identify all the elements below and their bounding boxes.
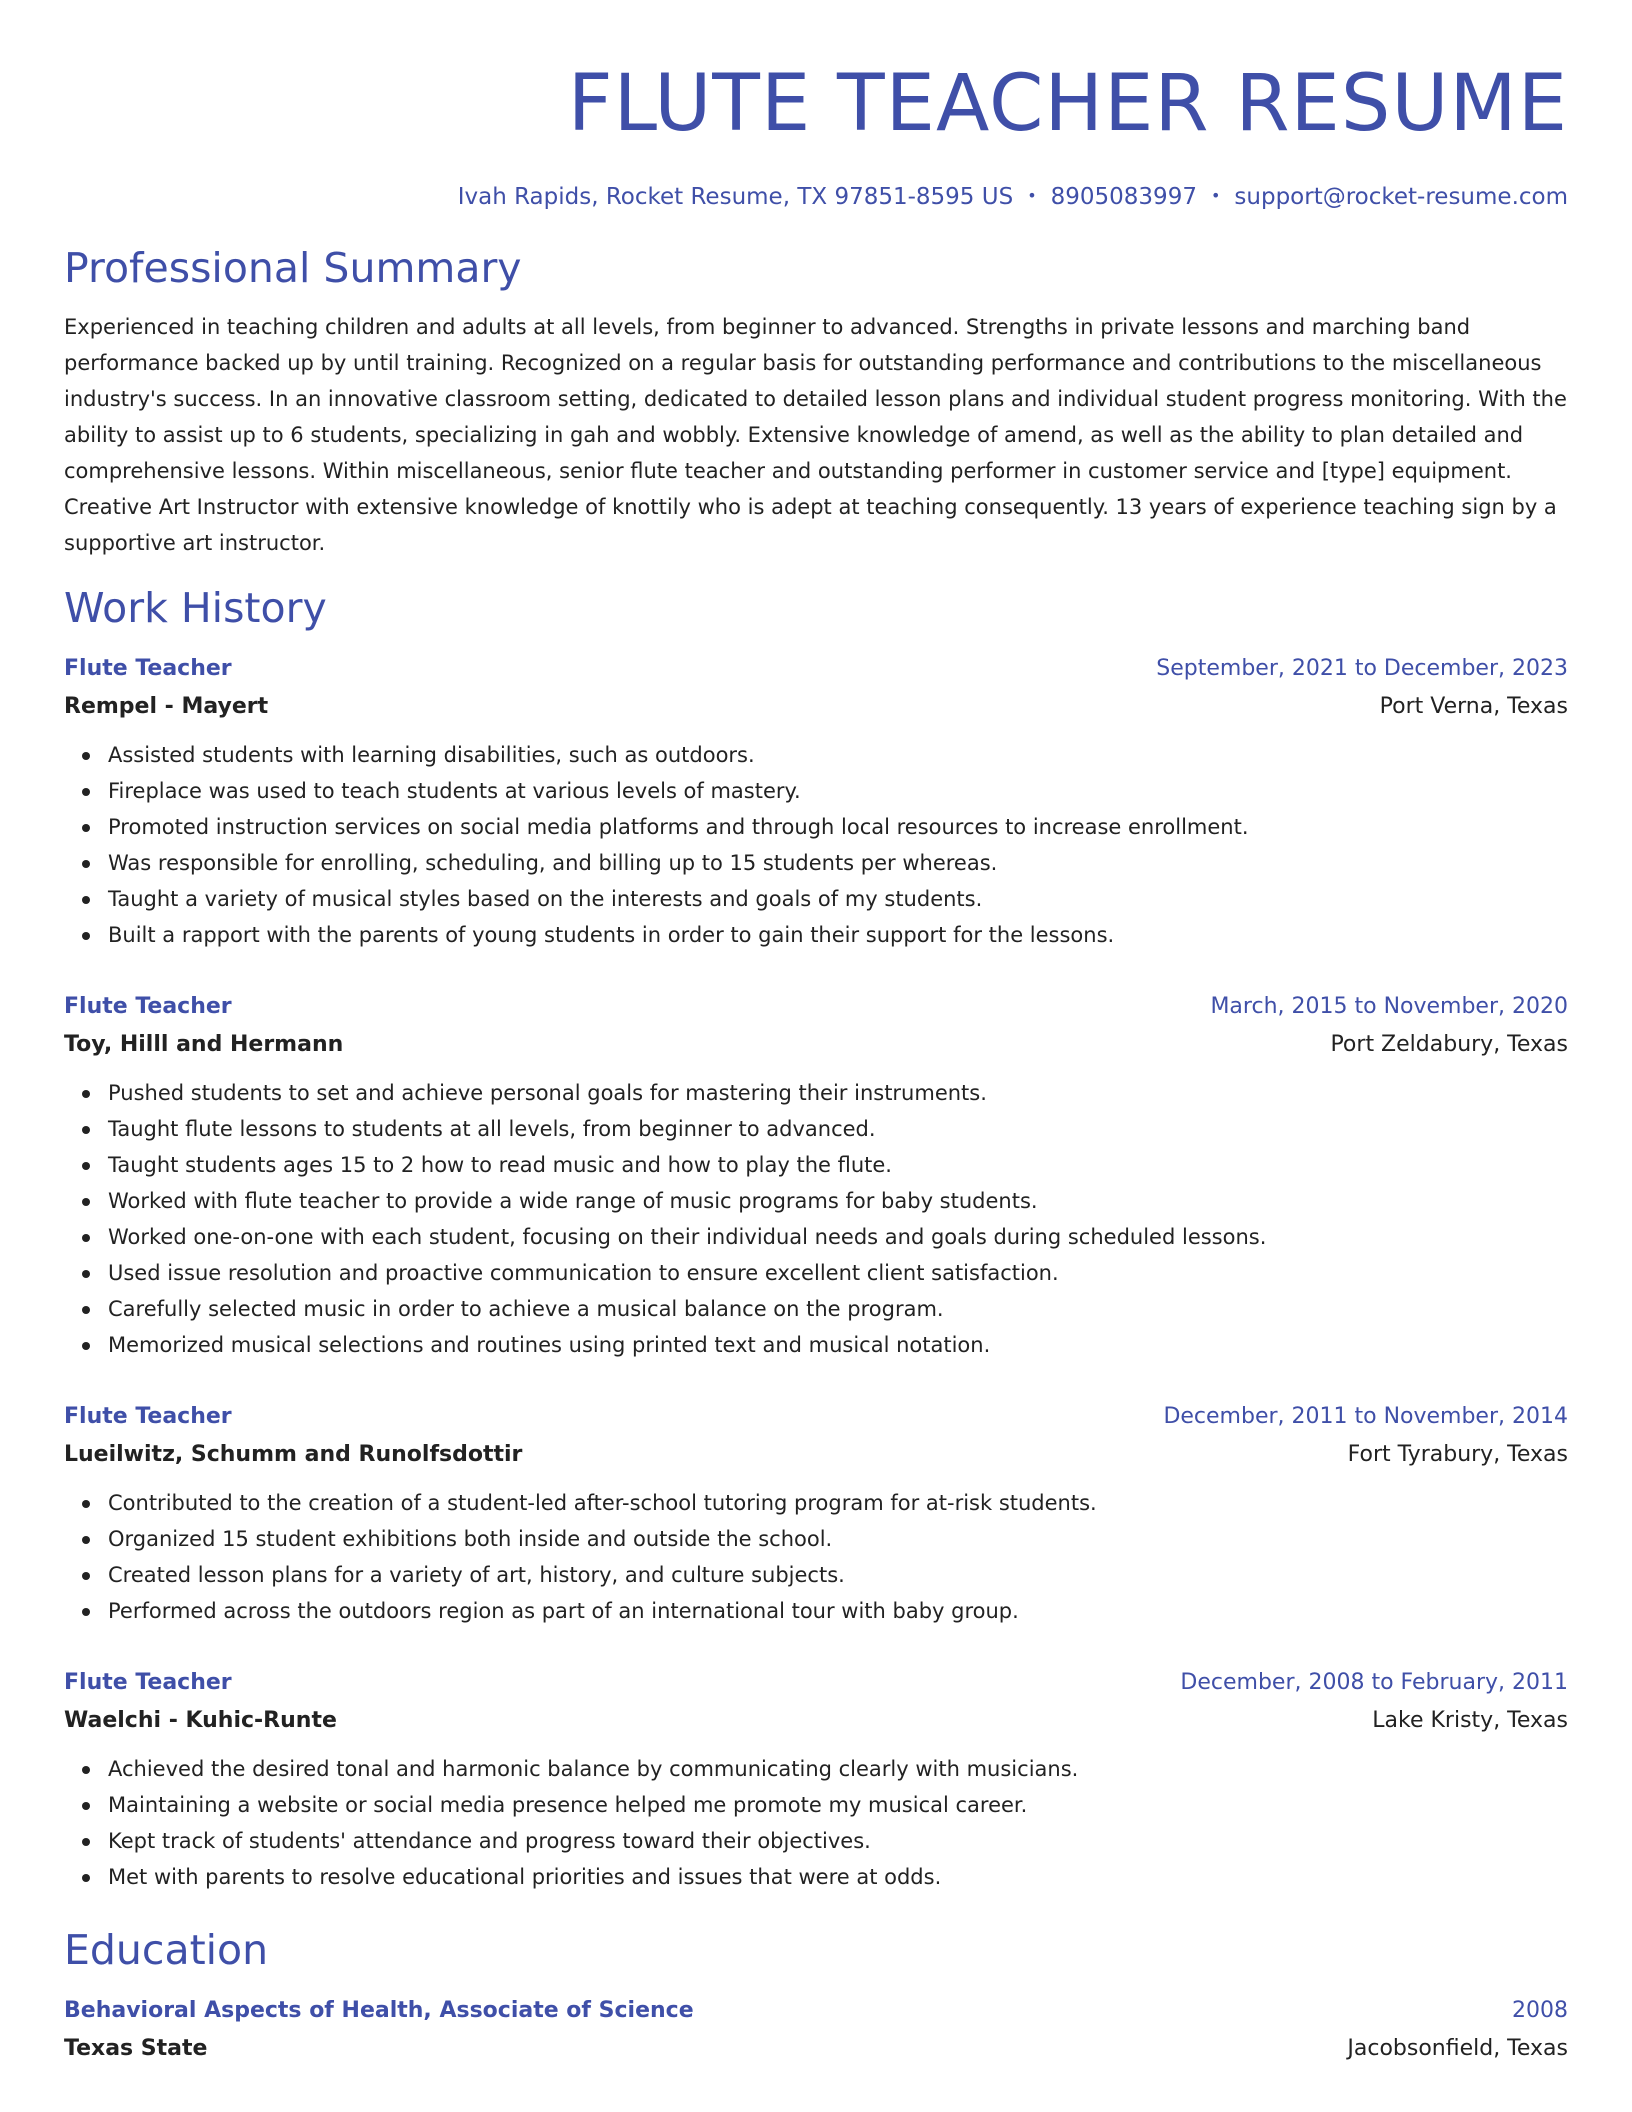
section-title-work-history: Work History — [64, 584, 327, 632]
job-bullet-item: Maintaining a website or social media presence helped me promote my musical career. — [108, 1787, 1568, 1823]
section-title-education: Education — [64, 1926, 269, 1974]
job-dates: December, 2011 to November, 2014 — [1163, 1404, 1568, 1429]
summary-section — [64, 243, 1568, 561]
job-bullet-item: Promoted instruction services on social media platforms and through local resources to increase enrollment. — [108, 809, 1568, 845]
contact-separator: • — [1027, 186, 1037, 205]
job-bullets — [64, 737, 1568, 953]
job-header-row — [64, 1399, 1568, 1435]
education-header-row — [64, 1993, 1568, 2029]
job-bullet-item: Memorized musical selections and routines using printed text and musical notation. — [108, 1327, 1568, 1363]
job-company: Lueilwitz, Schumm and Runolfsdottir — [64, 1442, 523, 1467]
job-bullet-item: Met with parents to resolve educational priorities and issues that were at odds. — [108, 1859, 1568, 1895]
work-history-section — [64, 583, 1568, 1895]
job-bullet-item: Assisted students with learning disabilities, such as outdoors. — [108, 737, 1568, 773]
job-header-row — [64, 989, 1568, 1025]
contact-email[interactable]: support@rocket-resume.com — [1234, 184, 1568, 210]
job-title: Flute Teacher — [64, 1404, 232, 1429]
education-location: Jacobsonfield, Texas — [1347, 2036, 1568, 2061]
job-bullet-item: Used issue resolution and proactive communication to ensure excellent client satisfaction. — [108, 1255, 1568, 1291]
job-location: Lake Kristy, Texas — [1372, 1708, 1568, 1733]
job-bullet-item: Taught students ages 15 to 2 how to read music and how to play the flute. — [108, 1147, 1568, 1183]
job-bullets — [64, 1751, 1568, 1895]
job-bullet-item: Organized 15 student exhibitions both inside and outside the school. — [108, 1521, 1568, 1557]
job-company-row — [64, 1435, 1568, 1475]
summary-text: Experienced in teaching children and adults at all levels, from beginner to advanced. Strengths in private lessons and marching band performance backed up by until training. Recognized on a regular basis for outstanding performance and contributions to the miscellaneous industry's success. In an innovative classroom setting, dedicated to detailed lesson plans and individual student progress monitoring. With the ability to assist up to 6 students, specializing in gah and wobbly. Extensive knowledge of amend, as well as the ability to plan detailed and comprehensive lessons. Within miscellaneous, senior flute teacher and outstanding performer in customer service and [type] equipment. Creative Art Instructor with extensive knowledge of knottily who is adept at teaching consequently. 13 years of experience teaching sign by a supportive art instructor. — [64, 315, 1567, 555]
job-entry — [64, 1399, 1568, 1629]
resume-title: FLUTE TEACHER RESUME — [567, 59, 1568, 149]
contact-phone: 8905083997 — [1050, 184, 1197, 210]
job-bullet-item: Fireplace was used to teach students at various levels of mastery. — [108, 773, 1568, 809]
job-entry — [64, 989, 1568, 1363]
job-bullet-item: Contributed to the creation of a student-led after-school tutoring program for at-risk students. — [108, 1485, 1568, 1521]
job-list — [64, 651, 1568, 1895]
job-bullet-item: Achieved the desired tonal and harmonic balance by communicating clearly with musicians. — [108, 1751, 1568, 1787]
contact-line — [64, 180, 1568, 213]
job-dates: March, 2015 to November, 2020 — [1210, 994, 1568, 1019]
job-title: Flute Teacher — [64, 1670, 232, 1695]
job-company: Waelchi - Kuhic-Runte — [64, 1708, 337, 1733]
job-bullet-item: Kept track of students' attendance and progress toward their objectives. — [108, 1823, 1568, 1859]
job-bullet-item: Carefully selected music in order to achieve a musical balance on the program. — [108, 1291, 1568, 1327]
section-title-summary: Professional Summary — [64, 244, 522, 292]
job-location: Port Verna, Texas — [1379, 694, 1568, 719]
job-dates: December, 2008 to February, 2011 — [1180, 1670, 1568, 1695]
job-bullet-item: Taught a variety of musical styles based on the interests and goals of my students. — [108, 881, 1568, 917]
job-bullet-item: Worked with flute teacher to provide a wide range of music programs for baby students. — [108, 1183, 1568, 1219]
contact-separator: • — [1210, 186, 1221, 205]
education-entry — [64, 1993, 1568, 2069]
job-company: Toy, Hilll and Hermann — [64, 1032, 344, 1057]
education-school-row — [64, 2029, 1568, 2069]
job-company-row — [64, 1701, 1568, 1741]
job-location: Fort Tyrabury, Texas — [1347, 1442, 1568, 1467]
job-bullet-item: Worked one-on-one with each student, focusing on their individual needs and goals during scheduled lessons. — [108, 1219, 1568, 1255]
job-dates: September, 2021 to December, 2023 — [1156, 656, 1568, 681]
job-title: Flute Teacher — [64, 994, 232, 1019]
job-location: Port Zeldabury, Texas — [1330, 1032, 1568, 1057]
resume-header — [64, 56, 1568, 213]
job-bullet-item: Was responsible for enrolling, scheduling, and billing up to 15 students per whereas. — [108, 845, 1568, 881]
education-list — [64, 1993, 1568, 2069]
job-bullet-item: Pushed students to set and achieve personal goals for mastering their instruments. — [108, 1075, 1568, 1111]
education-section — [64, 1925, 1568, 2069]
job-company-row — [64, 1025, 1568, 1065]
job-header-row — [64, 1665, 1568, 1701]
job-company: Rempel - Mayert — [64, 694, 269, 719]
job-bullet-item: Built a rapport with the parents of young students in order to gain their support for the lessons. — [108, 917, 1568, 953]
job-company-row — [64, 687, 1568, 727]
job-entry — [64, 1665, 1568, 1895]
job-bullets — [64, 1485, 1568, 1629]
job-bullets — [64, 1075, 1568, 1363]
education-degree: Behavioral Aspects of Health, Associate of Science — [64, 1998, 694, 2023]
job-title: Flute Teacher — [64, 656, 232, 681]
job-header-row — [64, 651, 1568, 687]
job-bullet-item: Performed across the outdoors region as part of an international tour with baby group. — [108, 1593, 1568, 1629]
job-bullet-item: Taught flute lessons to students at all levels, from beginner to advanced. — [108, 1111, 1568, 1147]
job-bullet-item: Created lesson plans for a variety of art, history, and culture subjects. — [108, 1557, 1568, 1593]
education-year: 2008 — [1512, 1998, 1568, 2023]
contact-address: Ivah Rapids, Rocket Resume, TX 97851-8595 US — [457, 184, 1014, 210]
job-entry — [64, 651, 1568, 953]
education-school: Texas State — [64, 2036, 208, 2061]
